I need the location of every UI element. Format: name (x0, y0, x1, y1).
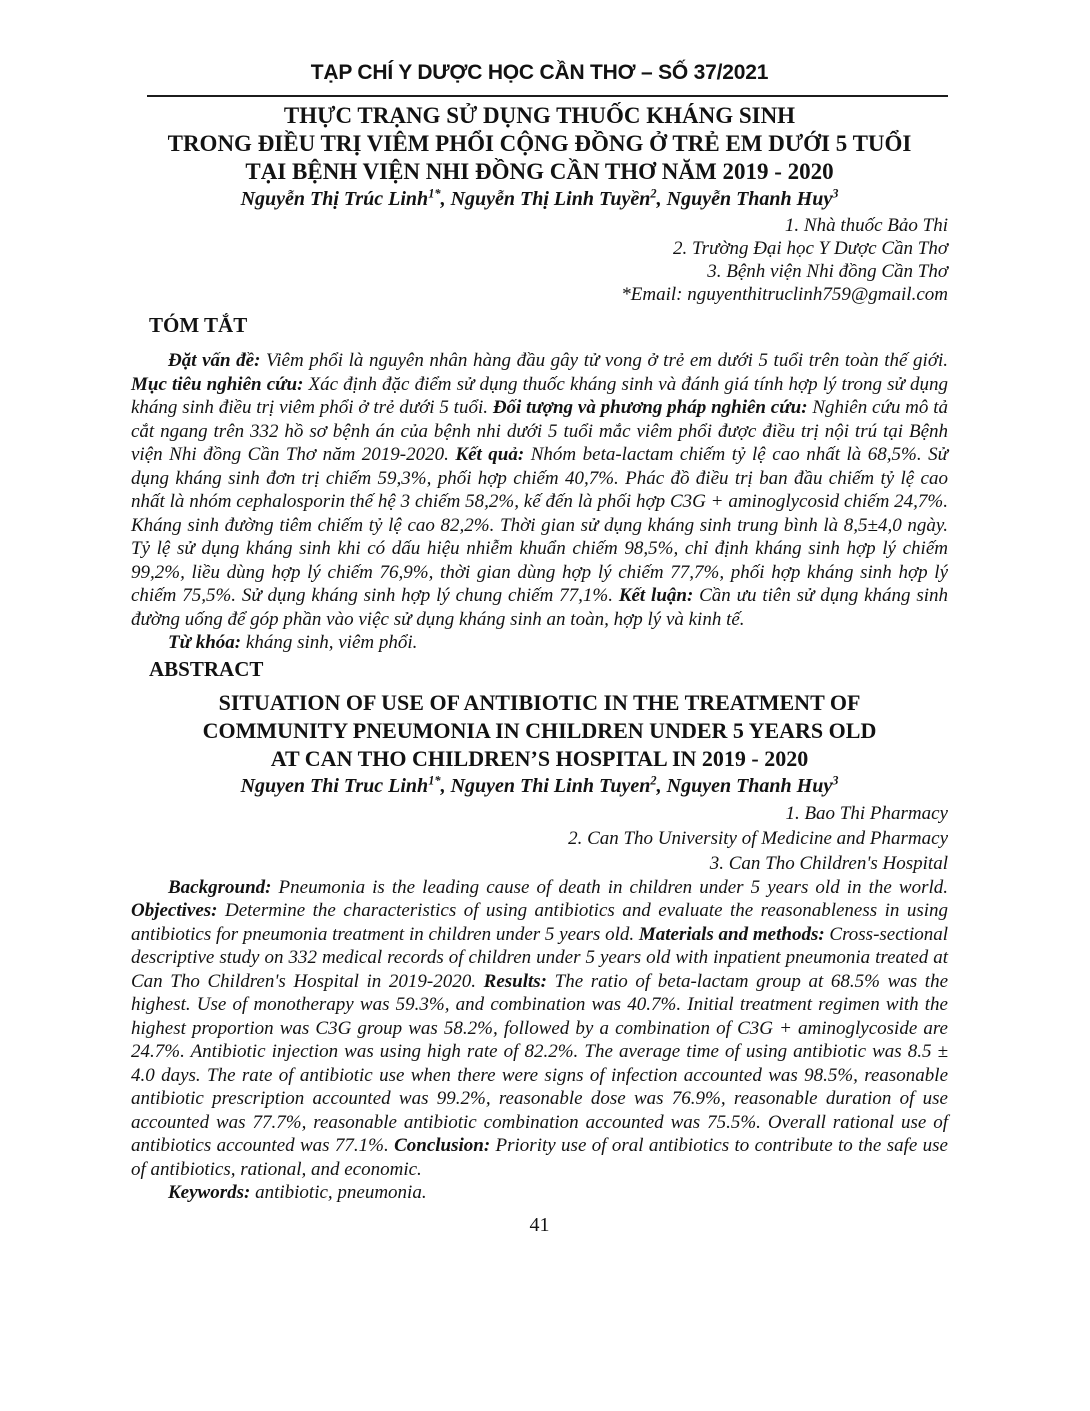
affiliation-vi-2: 2. Trường Đại học Y Dược Cần Thơ (673, 238, 948, 259)
authors-en: Nguyen Thi Truc Linh$^{1*}$, Nguyen Thi Linh Tuyen$^2$, Nguyen Thanh Huy$^3$ (240, 772, 839, 797)
article-title-vi-line1: THỰC TRẠNG SỬ DỤNG THUỐC KHÁNG SINH (283, 103, 796, 128)
affiliation-en-1: 1. Bao Thi Pharmacy (785, 802, 948, 824)
affiliation-en-2: 2. Can Tho University of Medicine and Pharmacy (568, 827, 948, 849)
article-title-vi-line3: TẠI BỆNH VIỆN NHI ĐỒNG CẦN THƠ NĂM 2019 - 2020 (245, 159, 834, 184)
section-heading-abstract: ABSTRACT (149, 656, 264, 681)
affiliations-vi (131, 214, 948, 306)
abstract-en: Background: Pneumonia is the leading cause of death in children under 5 years old in the world. Objectives: Determine the characteristics of using antibiotics and evaluate the reasonableness in using antibiotics for pneumonia treatment in children under 5 years old. Materials and methods: Cross-sectional descriptive study on 332 medical records of children under 5 years old with inpatient pneumonia treated at Can Tho Children's Hospital in 2019-2020. Results: The ratio of beta-lactam group at 68.5% was the highest. Use of monotherapy was 59.3%, and combination was 40.7%. Initial treatment regimen with the highest proportion was C3G group was 58.2%, followed by a combination of C3G + aminoglycoside are 24.7%. Antibiotic injection was using high rate of 82.2%. The average time of using antibiotic was 8.5 ± 4.0 days. The rate of antibiotic use when there were signs of infection accounted was 98.5%, reasonable antibiotic prescription accounted was 99.2%, reasonable dose was 76.9%, reasonable duration of use accounted was 77.7%, reasonable antibiotic combination accounted was 75.5%. Overall rational use of antibiotics accounted was 77.1%. Conclusion: Priority use of oral antibiotics to contribute to the safe use of antibiotics, rational, and economic. (131, 876, 948, 1180)
article-title-vi-line2: TRONG ĐIỀU TRỊ VIÊM PHỔI CỘNG ĐỒNG Ở TRẺ EM DƯỚI 5 TUỔI (167, 131, 912, 156)
article-title-en-line3: AT CAN THO CHILDREN’S HOSPITAL IN 2019 - 2020 (270, 745, 809, 771)
article-title-en-line2: COMMUNITY PNEUMONIA IN CHILDREN UNDER 5 YEARS OLD (202, 717, 877, 743)
header-divider (147, 95, 948, 97)
abstract-vi: Đặt vấn đề: Viêm phổi là nguyên nhân hàng đầu gây tử vong ở trẻ em dưới 5 tuổi trên toàn thế giới. Mục tiêu nghiên cứu: Xác định đặc điểm sử dụng thuốc kháng sinh và đánh giá tính hợp lý trong sử dụng kháng sinh điều trị viêm phổi ở trẻ dưới 5 tuổi. Đối tượng và phương pháp nghiên cứu: Nghiên cứu mô tả cắt ngang trên 332 hồ sơ bệnh án của bệnh nhi dưới 5 tuổi mắc viêm phổi được điều trị nội trú tại Bệnh viện Nhi đồng Cần Thơ năm 2019-2020. Kết quả: Nhóm beta-lactam chiếm tỷ lệ cao nhất là 68,5%. Sử dụng kháng sinh đơn trị chiếm 59,3%, phối hợp chiếm 40,7%. Phác đồ điều trị ban đầu chiếm tỷ lệ cao nhất là nhóm cephalosporin thế hệ 3 chiếm 58,2%, kế đến là phối hợp C3G + aminoglycosid chiếm 24,7%. Kháng sinh đường tiêm chiếm tỷ lệ cao 82,2%. Thời gian sử dụng kháng sinh trung bình là 8,5±4,0 ngày. Tỷ lệ sử dụng kháng sinh khi có dấu hiệu nhiễm khuẩn chiếm 98,5%, chỉ định kháng sinh hợp lý chiếm 99,2%, liều dùng hợp lý chiếm 76,9%, thời gian dùng hợp lý chiếm 77,7%, phối hợp kháng sinh hợp lý chiếm 75,5%. Sử dụng kháng sinh hợp lý chung chiếm 77,1%. Kết luận: Cần ưu tiên sử dụng kháng sinh đường uống để góp phần vào việc sử dụng kháng sinh an toàn, hợp lý và kinh tế. (131, 350, 949, 630)
article-title-en-line1: SITUATION OF USE OF ANTIBIOTIC IN THE TREATMENT OF (218, 689, 861, 715)
journal-header: TẠP CHÍ Y DƯỢC HỌC CẦN THƠ – SỐ 37/2021 (310, 61, 769, 84)
page-number: 41 (529, 1213, 550, 1236)
corresponding-email: *Email: nguyenthitruclinh759@gmail.com (621, 284, 948, 305)
section-heading-tom-tat: TÓM TẮT (149, 313, 248, 337)
affiliation-vi-3: 3. Bệnh viện Nhi đồng Cần Thơ (707, 261, 948, 282)
affiliation-en-3: 3. Can Tho Children's Hospital (709, 852, 948, 874)
affiliation-vi-1: 1. Nhà thuốc Bảo Thi (784, 215, 948, 236)
keywords-en: Keywords: antibiotic, pneumonia. (168, 1182, 427, 1203)
authors-vi: Nguyễn Thị Trúc Linh$^{1*}$, Nguyễn Thị Linh Tuyền$^2$, Nguyễn Thanh Huy$^3$ (240, 186, 839, 210)
page-content (131, 0, 948, 1237)
article-title-vi (131, 102, 948, 186)
keywords-vi: Từ khóa: kháng sinh, viêm phổi. (168, 632, 418, 653)
article-title-en (131, 689, 948, 773)
affiliations-en (131, 801, 948, 876)
